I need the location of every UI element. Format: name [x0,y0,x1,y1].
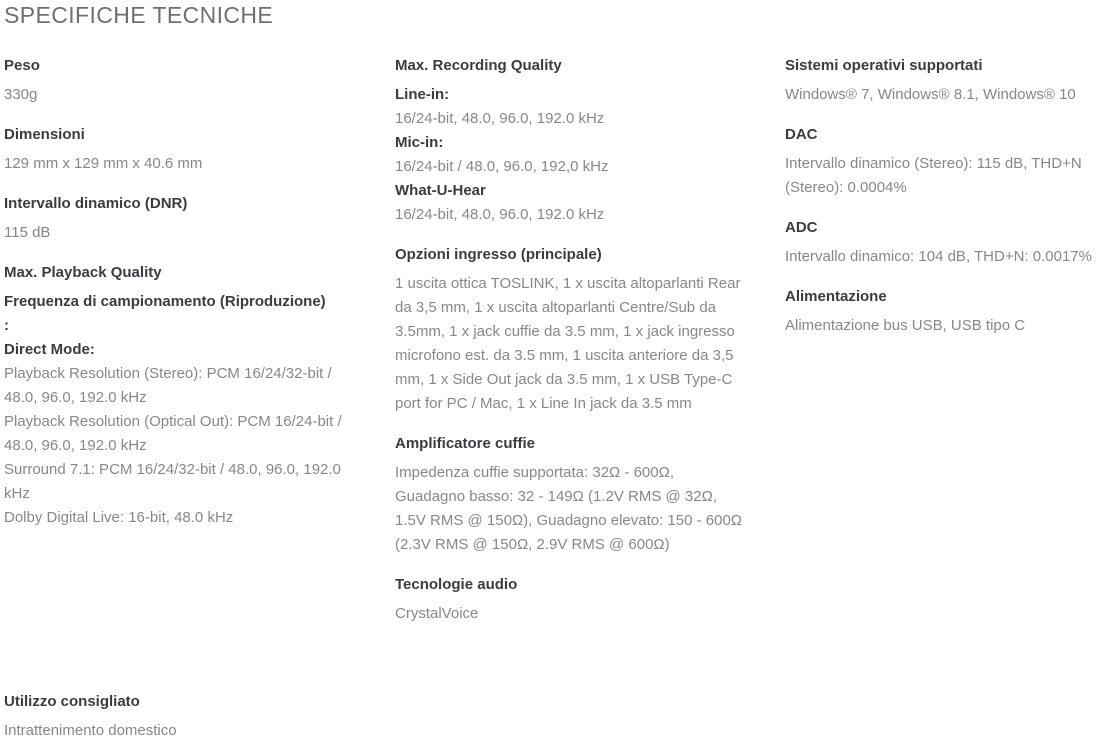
spec-column-3 [785,54,1098,743]
spec-group [4,690,365,743]
spec-group [4,261,365,530]
spec-group [785,123,1098,200]
spec-subheading: Line-in: [395,86,450,103]
spec-value: 330g [4,86,38,103]
spec-group-label: Peso [4,57,40,74]
spec-group-label: DAC [785,126,818,143]
spec-value: Intervallo dinamico (Stereo): 115 dB, THD+N (Stereo): 0.0004% [785,155,1082,196]
spec-column-2 [395,54,745,743]
spec-value: 129 mm x 129 mm x 40.6 mm [4,155,203,172]
spec-value: Windows® 7, Windows® 8.1, Windows® 10 [785,86,1076,103]
spec-group [395,573,745,626]
spec-group-label: Amplificatore cuffie [395,435,536,452]
spec-group-label: Max. Playback Quality [4,264,162,281]
spec-column-1 [4,54,365,743]
spec-value: Playback Resolution (Optical Out): PCM 16/24-bit / 48.0, 96.0, 192.0 kHz [4,413,342,454]
spec-subheading: Frequenza di campionamento (Riproduzione) [4,293,326,310]
spec-group [395,243,745,416]
spec-value: 16/24-bit, 48.0, 96.0, 192.0 kHz [395,110,605,127]
spec-group [4,123,365,176]
spec-value: Intervallo dinamico: 104 dB, THD+N: 0.0017% [785,248,1092,265]
spec-group-label: Utilizzo consigliato [4,693,140,710]
spec-group-label: ADC [785,219,818,236]
spec-group-label: Sistemi operativi supportati [785,57,983,74]
spec-value: Alimentazione bus USB, USB tipo C [785,317,1026,334]
spec-value: Playback Resolution (Stereo): PCM 16/24/32-bit / 48.0, 96.0, 192.0 kHz [4,365,332,406]
spec-subheading: : [4,317,9,334]
spec-group [785,285,1098,338]
spec-group-label: Tecnologie audio [395,576,518,593]
spec-group [4,192,365,245]
spec-group-label: Dimensioni [4,126,85,143]
spec-value: 1 uscita ottica TOSLINK, 1 x uscita altoparlanti Rear da 3,5 mm, 1 x uscita altoparlanti Centre/Sub da 3.5mm, 1 x jack cuffie da 3.5 mm, 1 x jack ingresso microfono est. da 3.5 mm, 1 uscita anteriore da 3,5 mm, 1 x Side Out jack da 3.5 mm, 1 x USB Type-C port for PC / Mac, 1 x Line In jack da 3.5 mm [395,275,741,412]
spec-group [4,54,365,107]
spec-group-label: Alimentazione [785,288,887,305]
spec-group [785,54,1098,107]
spec-subheading: Direct Mode: [4,341,95,358]
spec-subheading: Mic-in: [395,134,444,151]
spec-value: 16/24-bit, 48.0, 96.0, 192.0 kHz [395,206,605,223]
spec-group [395,432,745,557]
spec-value: 115 dB [4,224,51,241]
spec-value: Surround 7.1: PCM 16/24/32-bit / 48.0, 96.0, 192.0 kHz [4,461,341,502]
spec-value: Intrattenimento domestico [4,722,177,739]
spec-group [395,54,745,227]
spec-value: CrystalVoice [395,605,479,622]
spec-value: Dolby Digital Live: 16-bit, 48.0 kHz [4,509,234,526]
spec-value: 16/24-bit / 48.0, 96.0, 192,0 kHz [395,158,609,175]
spec-group-label: Max. Recording Quality [395,57,562,74]
spec-group [785,216,1098,269]
page-title: SPECIFICHE TECNICHE [4,2,274,28]
spec-value: Impedenza cuffie supportata: 32Ω - 600Ω, Guadagno basso: 32 - 149Ω (1.2V RMS @ 32Ω, 1.5V RMS @ 150Ω), Guadagno elevato: 150 - 600Ω (2.3V RMS @ 150Ω, 2.9V RMS @ 600Ω) [395,464,743,553]
spec-group-label: Intervallo dinamico (DNR) [4,195,188,212]
spec-columns [4,54,1102,743]
spec-subheading: What-U-Hear [395,182,486,199]
spec-group-label: Opzioni ingresso (principale) [395,246,602,263]
